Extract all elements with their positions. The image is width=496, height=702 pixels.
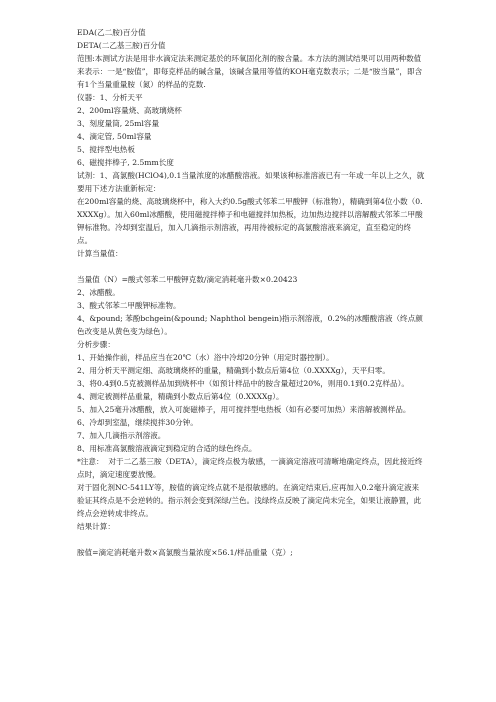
doc-line-reagent-4: 4、&pound; 苯酚bchgein(&pound; Naphthol bengein)指示剂溶液，0.2%的冰醋酸溶液（终点颜色改变是从黄色变为绿色）。 xyxy=(77,314,423,336)
doc-line-result-heading: 结果计算： xyxy=(77,522,115,531)
doc-line-step-6: 6、冷却到室温，继续搅拌30分钟。 xyxy=(77,418,198,427)
doc-line-calc-heading: 计算当量值： xyxy=(77,249,123,258)
doc-line-step-5: 5、加入25毫升冰醋酸，放入可旋磁棒子，用可搅拌型电热板（如有必要可加热）来溶解被测样品。 xyxy=(77,405,411,414)
doc-line-deta-title: DETA(二乙基三胺)百分值 xyxy=(77,41,166,50)
doc-line-apparatus-4: 4、滴定管, 50ml容量 xyxy=(77,132,152,141)
doc-line-reagent-3: 3、酸式邻苯二甲酸钾标准物。 xyxy=(77,301,181,310)
doc-line-apparatus-6: 6、磁搅拌棒子, 2.5mm长度 xyxy=(77,158,174,167)
doc-line-step-8: 8、用标准高氯酸溶液滴定到稳定的合适的绿色终点。 xyxy=(77,444,257,453)
doc-line-apparatus-5: 5、搅拌型电热板 xyxy=(77,145,135,154)
doc-line-spacer xyxy=(77,260,426,273)
doc-line-step-7: 7、加入几滴指示剂溶液。 xyxy=(77,431,166,440)
doc-line-apparatus-3: 3、刻度量筒, 25ml容量 xyxy=(77,119,160,128)
doc-line-reagent-1: 试剂：1、高氯酸(HClO4),0.1当量浓度的冰醋酸溶液。如果该种标准溶液已有一年或一年以上之久，就要用下述方法重新标定： xyxy=(77,171,425,193)
doc-line-eda-title: EDA(乙二胺)百分值 xyxy=(77,28,146,37)
doc-line-apparatus-1: 仪器：1、分析天平 xyxy=(77,93,143,102)
doc-line-note: *注意： 对于二乙基三胺（DETA），滴定终点极为敏感，一滴滴定溶液可清晰地确定终点，因此接近终点时，滴定速度要放慢。 xyxy=(77,457,423,479)
doc-line-step-1: 1、开始操作前，样品应当在20℃（水）浴中冷却20分钟（用定时器控制）。 xyxy=(77,353,334,362)
doc-line-step-4: 4、测定被测样品重量，精确到小数点后第4位（0.XXXXg）。 xyxy=(77,392,284,401)
doc-line-spacer-2 xyxy=(77,533,426,546)
doc-line-procedure-heading: 分析步骤： xyxy=(77,340,115,349)
doc-line-normality-formula: 当量值（N）=酸式邻苯二甲酸钾克数/滴定消耗毫升数×0.20423 xyxy=(77,275,298,284)
doc-line-note-hardener: 对于固化剂NC-541LY等，胺值的滴定终点就不是很敏感的。在滴定结束后,应再加入0.2毫升滴定液来验证其终点是不会逆转的。指示剂会变到深绿/兰色。浅绿终点反映了滴定尚未完全，如果让液静置，此终点会逆转成非终点。 xyxy=(77,483,422,518)
doc-line-reagent-2: 2、冰醋酸。 xyxy=(77,288,120,297)
doc-line-amine-value-formula: 胺值=滴定消耗毫升数×高氯酸当量浓度×56.1/样品重量（克）; xyxy=(77,548,293,557)
doc-line-apparatus-2: 2、200ml容量烧、高玻璃烧杯 xyxy=(77,106,182,115)
doc-line-standardization: 在200ml容量的烧、高玻璃烧杯中，称入大约0.5g酸式邻苯二甲酸钾（标准物），精确到第4位小数（0.XXXXg）。加入60ml冰醋酸，使用磁搅拌棒子和电磁搅拌加热板，边加热边搅拌以溶解酸式邻苯二甲酸钾标准物。冷却到室温后，加入几滴指示剂溶液，再用待被标定的高氯酸溶液来滴定，直至稳定的终点。 xyxy=(77,197,423,245)
doc-line-step-3: 3、将0.4到0.5克被测样品加到烧杯中（如预计样品中的胺含量超过20%，则用0.1到0.2克样品）。 xyxy=(77,379,409,388)
doc-line-scope: 范围:本测试方法是用非水滴定法来测定基於的环氧固化剂的胺含量。本方法的测试结果可以用两种数值来表示：一是“胺值”，即每克样品的碱含量，该碱含量用等值的KOH毫克数表示；二是“胺当量”，即含有1个当量重量胺（氮）的样品的克数. xyxy=(77,54,423,89)
doc-line-step-2: 2、用分析天平测定细、高玻璃烧杯的重量，精确到小数点后第4位（0.XXXXg），天平归零。 xyxy=(77,366,390,375)
